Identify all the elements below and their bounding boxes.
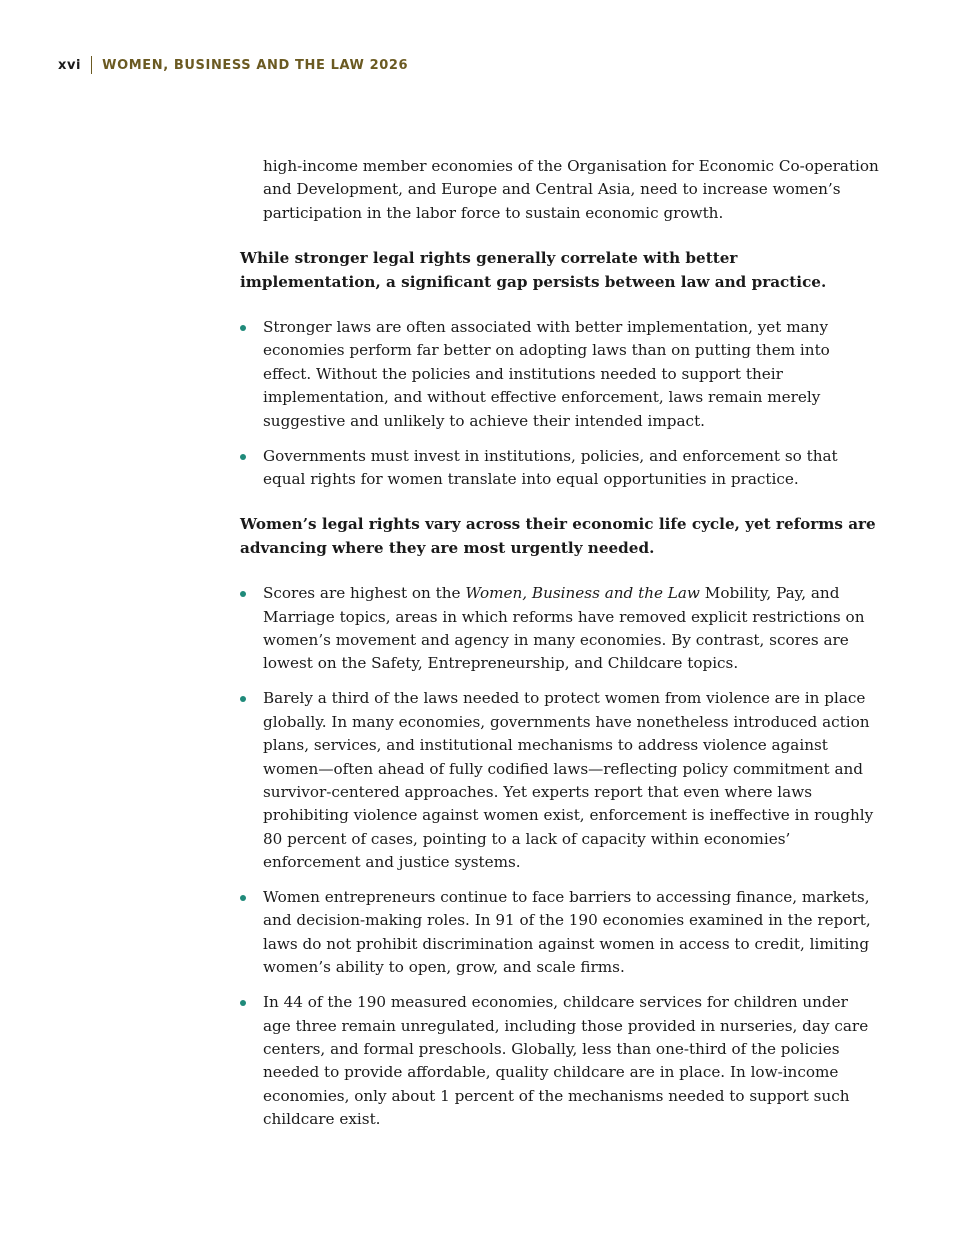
bullet-text: In 44 of the 190 measured economies, childcare services for children under age three remain unregulated, including those provided in nurseries, day care centers, and formal preschools. Globally, less than one-third of the policies needed to provide affordable, quality childcare are in place. In low-income economies, only about 1 percent of the mechanisms needed to support such childcare exist. — [263, 993, 869, 1129]
bullet-icon — [240, 1000, 246, 1006]
bullet-list — [240, 316, 880, 491]
page-number: xvi — [58, 57, 82, 73]
bullet-text-after: Mobility, Pay, and Marriage topics, areas in which reforms have removed explicit restrictions on women’s movement and agency in many economies. By contrast, scores are lowest on the Safety, Entrepreneurship, and Childcare topics. — [263, 584, 865, 673]
header-divider — [91, 56, 92, 74]
bullet-text: Barely a third of the laws needed to protect women from violence are in place globally. In many economies, governments have nonetheless introduced action plans, services, and institutional mechanisms to address violence against women—often ahead of fully codified laws—reflecting policy commitment and survivor-centered approaches. Yet experts report that even where laws prohibiting violence against women exist, enforcement is ineffective in roughly 80 percent of cases, pointing to a lack of capacity within economies’ enforcement and justice systems. — [263, 689, 874, 872]
list-item — [240, 687, 880, 874]
running-head — [58, 56, 408, 74]
section-heading: While stronger legal rights generally correlate with better implementation, a significant gap persists between law and practice. — [240, 249, 827, 291]
continuation-paragraph: high-income member economies of the Organisation for Economic Co-operation and Development, and Europe and Central Asia, need to increase women’s participation in the labor force to sustain economic growth. — [263, 157, 879, 222]
report-title-italic: Women, Business and the Law — [465, 584, 700, 603]
bullet-text-before: Scores are highest on the — [263, 584, 466, 603]
list-item — [240, 991, 880, 1131]
book-title: WOMEN, BUSINESS AND THE LAW 2026 — [102, 57, 409, 73]
bullet-text: Governments must invest in institutions, policies, and enforcement so that equal rights for women translate into equal opportunities in practice. — [263, 446, 838, 488]
bullet-text — [263, 584, 864, 672]
bullet-icon — [240, 325, 246, 331]
section-heading: Women’s legal rights vary across their economic life cycle, yet reforms are advancing where they are most urgently needed. — [240, 515, 876, 557]
list-item — [240, 445, 880, 492]
page-body — [240, 155, 880, 1143]
bullet-icon — [240, 895, 246, 901]
list-item — [240, 886, 880, 980]
bullet-icon — [240, 591, 246, 597]
bullet-list — [240, 582, 880, 1131]
list-item — [240, 582, 880, 676]
list-item — [240, 316, 880, 433]
bullet-icon — [240, 696, 246, 702]
bullet-text: Women entrepreneurs continue to face barriers to accessing finance, markets, and decision-making roles. In 91 of the 190 economies examined in the report, laws do not prohibit discrimination against women in access to credit, limiting women’s ability to open, grow, and scale firms. — [263, 888, 871, 977]
bullet-text: Stronger laws are often associated with better implementation, yet many economies perform far better on adopting laws than on putting them into effect. Without the policies and institutions needed to support their implementation, and without effective enforcement, laws remain merely suggestive and unlikely to achieve their intended impact. — [263, 318, 830, 430]
bullet-icon — [240, 454, 246, 460]
